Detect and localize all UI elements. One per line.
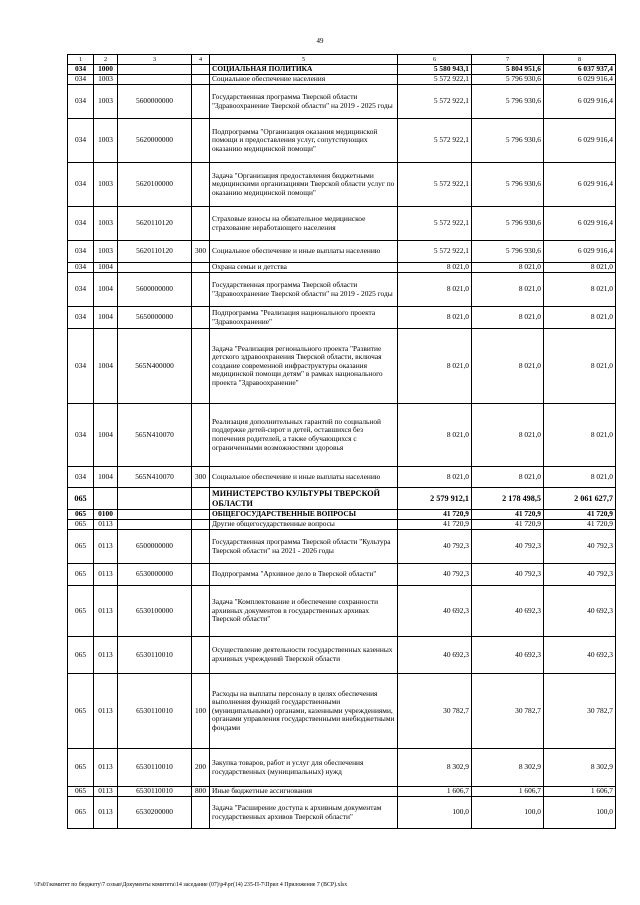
- table-row: [68, 637, 616, 674]
- cell-amount-year-1: 8 302,9: [398, 749, 472, 787]
- cell-amount-year-2: 41 720,9: [472, 510, 544, 520]
- header-cell: 4: [192, 55, 210, 65]
- cell-expense-type: [192, 637, 210, 674]
- cell-ministry-code: 065: [68, 797, 94, 829]
- table-row: [68, 674, 616, 749]
- cell-amount-year-1: 8 021,0: [398, 273, 472, 307]
- cell-section-code: 0113: [94, 564, 118, 586]
- cell-section-code: 1004: [94, 307, 118, 329]
- cell-target-article: 565N410070: [118, 467, 192, 488]
- cell-section-code: [94, 488, 118, 510]
- cell-target-article: 6530110010: [118, 749, 192, 787]
- cell-amount-year-3: 8 021,0: [544, 329, 616, 404]
- cell-ministry-code: 034: [68, 467, 94, 488]
- footer-file-path: \\Fs01\комитет по бюджету\7 созыв\Документы комитета\14 заседание (07)\р4\рг(14) 235-П-7\Прил 4 Приложение 7 (ВСР).xlsx: [34, 882, 348, 888]
- cell-description: Расходы на выплаты персоналу в целях обеспечения выполнения функций государственными (муниципальными) органами, казенными учреждениями, органами управления государственными внебюджетными фондами: [210, 674, 398, 749]
- cell-ministry-code: 034: [68, 75, 94, 85]
- cell-amount-year-2: 8 021,0: [472, 467, 544, 488]
- cell-section-code: 0100: [94, 510, 118, 520]
- cell-expense-type: [192, 520, 210, 530]
- cell-description: Охрана семьи и детства: [210, 263, 398, 273]
- cell-amount-year-1: 40 792,3: [398, 530, 472, 564]
- cell-amount-year-2: 5 804 951,6: [472, 65, 544, 75]
- cell-description: ОБЩЕГОСУДАРСТВЕННЫЕ ВОПРОСЫ: [210, 510, 398, 520]
- cell-amount-year-2: 5 796 930,6: [472, 75, 544, 85]
- cell-target-article: 6530000000: [118, 564, 192, 586]
- cell-section-code: 1004: [94, 273, 118, 307]
- cell-amount-year-2: 8 021,0: [472, 307, 544, 329]
- cell-expense-type: 200: [192, 749, 210, 787]
- cell-ministry-code: 065: [68, 564, 94, 586]
- table-row: [68, 749, 616, 787]
- cell-description: Социальное обеспечение населения: [210, 75, 398, 85]
- cell-expense-type: [192, 75, 210, 85]
- cell-description: Задача "Реализация регионального проекта "Развитие детского здравоохранения Тверской области, включая создание современной инфраструктуры оказания медицинской помощи детям" в рамках национального проекта "Здравоохранение": [210, 329, 398, 404]
- cell-ministry-code: 034: [68, 241, 94, 263]
- cell-amount-year-1: 8 021,0: [398, 404, 472, 467]
- cell-amount-year-1: 41 720,9: [398, 510, 472, 520]
- table-row: [68, 564, 616, 586]
- cell-expense-type: [192, 307, 210, 329]
- cell-target-article: 565N410070: [118, 404, 192, 467]
- table-row: [68, 119, 616, 163]
- cell-amount-year-3: 6 029 916,4: [544, 163, 616, 207]
- cell-section-code: 1004: [94, 467, 118, 488]
- cell-description: Страховые взносы на обязательное медицинское страхование неработающего населения: [210, 207, 398, 241]
- table-row: [68, 307, 616, 329]
- cell-ministry-code: 034: [68, 307, 94, 329]
- table-header-row: [68, 55, 616, 65]
- cell-amount-year-1: 41 720,9: [398, 520, 472, 530]
- cell-target-article: 5620110120: [118, 241, 192, 263]
- cell-target-article: [118, 488, 192, 510]
- cell-target-article: 6500000000: [118, 530, 192, 564]
- cell-section-code: 1004: [94, 263, 118, 273]
- cell-amount-year-3: 6 029 916,4: [544, 85, 616, 119]
- cell-section-code: 1000: [94, 65, 118, 75]
- cell-section-code: 1004: [94, 404, 118, 467]
- cell-amount-year-1: 5 580 943,1: [398, 65, 472, 75]
- budget-table: [67, 54, 616, 829]
- cell-description: Другие общегосударственные вопросы: [210, 520, 398, 530]
- cell-ministry-code: 065: [68, 787, 94, 797]
- cell-expense-type: [192, 530, 210, 564]
- cell-amount-year-1: 5 572 922,1: [398, 75, 472, 85]
- cell-ministry-code: 065: [68, 674, 94, 749]
- cell-description: Государственная программа Тверской области "Здравоохранение Тверской области" на 2019 - 2025 годы: [210, 85, 398, 119]
- cell-section-code: 0113: [94, 530, 118, 564]
- cell-amount-year-1: 5 572 922,1: [398, 119, 472, 163]
- cell-section-code: 0113: [94, 787, 118, 797]
- cell-amount-year-3: 41 720,9: [544, 520, 616, 530]
- table-row: [68, 263, 616, 273]
- cell-expense-type: [192, 510, 210, 520]
- cell-amount-year-2: 1 606,7: [472, 787, 544, 797]
- cell-amount-year-2: 40 792,3: [472, 564, 544, 586]
- cell-target-article: [118, 510, 192, 520]
- cell-description: СОЦИАЛЬНАЯ ПОЛИТИКА: [210, 65, 398, 75]
- cell-ministry-code: 065: [68, 510, 94, 520]
- cell-amount-year-3: 40 692,3: [544, 586, 616, 637]
- cell-description: Иные бюджетные ассигнования: [210, 787, 398, 797]
- table-row: [68, 65, 616, 75]
- cell-expense-type: [192, 263, 210, 273]
- cell-section-code: 0113: [94, 637, 118, 674]
- cell-amount-year-2: 41 720,9: [472, 520, 544, 530]
- cell-section-code: 1003: [94, 207, 118, 241]
- cell-expense-type: [192, 207, 210, 241]
- table-row: [68, 467, 616, 488]
- cell-expense-type: [192, 163, 210, 207]
- cell-amount-year-1: 5 572 922,1: [398, 207, 472, 241]
- cell-amount-year-2: 30 782,7: [472, 674, 544, 749]
- cell-expense-type: [192, 273, 210, 307]
- cell-expense-type: 300: [192, 241, 210, 263]
- cell-amount-year-1: 8 021,0: [398, 467, 472, 488]
- cell-amount-year-3: 8 302,9: [544, 749, 616, 787]
- cell-ministry-code: 065: [68, 637, 94, 674]
- cell-amount-year-3: 40 792,3: [544, 564, 616, 586]
- cell-description: Задача "Расширение доступа к архивным документам государственных архивов Тверской области": [210, 797, 398, 829]
- cell-amount-year-2: 40 692,3: [472, 586, 544, 637]
- cell-amount-year-1: 8 021,0: [398, 263, 472, 273]
- cell-expense-type: [192, 404, 210, 467]
- cell-amount-year-2: 8 021,0: [472, 273, 544, 307]
- cell-section-code: 1003: [94, 241, 118, 263]
- cell-ministry-code: 034: [68, 273, 94, 307]
- cell-amount-year-1: 5 572 922,1: [398, 241, 472, 263]
- cell-ministry-code: 065: [68, 586, 94, 637]
- cell-expense-type: [192, 65, 210, 75]
- cell-amount-year-3: 8 021,0: [544, 273, 616, 307]
- cell-target-article: 565N400000: [118, 329, 192, 404]
- cell-ministry-code: 034: [68, 329, 94, 404]
- cell-expense-type: [192, 564, 210, 586]
- table-row: [68, 520, 616, 530]
- cell-target-article: [118, 520, 192, 530]
- cell-amount-year-3: 6 029 916,4: [544, 119, 616, 163]
- table-row: [68, 510, 616, 520]
- cell-amount-year-3: 8 021,0: [544, 307, 616, 329]
- table-row: [68, 273, 616, 307]
- cell-amount-year-1: 8 021,0: [398, 307, 472, 329]
- cell-expense-type: [192, 329, 210, 404]
- cell-description: Задача "Организация предоставления бюджетными медицинскими организациями Тверской области услуг по оказанию медицинской помощи": [210, 163, 398, 207]
- cell-ministry-code: 034: [68, 163, 94, 207]
- cell-description: Социальное обеспечение и иные выплаты населению: [210, 467, 398, 488]
- cell-amount-year-2: 100,0: [472, 797, 544, 829]
- table-row: [68, 241, 616, 263]
- cell-target-article: 6530100000: [118, 586, 192, 637]
- cell-amount-year-2: 5 796 930,6: [472, 207, 544, 241]
- cell-description: Подпрограмма "Реализация национального проекта "Здравоохранение": [210, 307, 398, 329]
- cell-amount-year-2: 8 021,0: [472, 329, 544, 404]
- cell-target-article: 5620110120: [118, 207, 192, 241]
- cell-expense-type: 800: [192, 787, 210, 797]
- cell-expense-type: [192, 85, 210, 119]
- cell-amount-year-1: 30 782,7: [398, 674, 472, 749]
- table-row: [68, 163, 616, 207]
- cell-target-article: [118, 263, 192, 273]
- cell-description: Закупка товаров, работ и услуг для обеспечения государственных (муниципальных) нужд: [210, 749, 398, 787]
- cell-section-code: 1003: [94, 75, 118, 85]
- table-row: [68, 787, 616, 797]
- cell-ministry-code: 034: [68, 119, 94, 163]
- cell-amount-year-2: 40 692,3: [472, 637, 544, 674]
- table-row: [68, 329, 616, 404]
- cell-amount-year-3: 100,0: [544, 797, 616, 829]
- cell-amount-year-2: 8 302,9: [472, 749, 544, 787]
- cell-amount-year-3: 1 606,7: [544, 787, 616, 797]
- header-cell: 6: [398, 55, 472, 65]
- table-row: [68, 488, 616, 510]
- cell-target-article: 5650000000: [118, 307, 192, 329]
- cell-amount-year-2: 40 792,3: [472, 530, 544, 564]
- cell-amount-year-1: 5 572 922,1: [398, 163, 472, 207]
- cell-amount-year-1: 40 692,3: [398, 586, 472, 637]
- cell-description: Подпрограмма "Организация оказания медицинской помощи и предоставления услуг, сопутствующих оказанию медицинской помощи": [210, 119, 398, 163]
- cell-ministry-code: 034: [68, 207, 94, 241]
- table-row: [68, 207, 616, 241]
- cell-target-article: [118, 65, 192, 75]
- cell-ministry-code: 065: [68, 749, 94, 787]
- cell-amount-year-1: 2 579 912,1: [398, 488, 472, 510]
- cell-expense-type: 300: [192, 467, 210, 488]
- table-row: [68, 404, 616, 467]
- cell-description: МИНИСТЕРСТВО КУЛЬТУРЫ ТВЕРСКОЙ ОБЛАСТИ: [210, 488, 398, 510]
- cell-expense-type: 100: [192, 674, 210, 749]
- cell-description: Осуществление деятельности государственных казенных архивных учреждений Тверской области: [210, 637, 398, 674]
- cell-amount-year-2: 5 796 930,6: [472, 119, 544, 163]
- cell-section-code: 0113: [94, 749, 118, 787]
- cell-target-article: [118, 75, 192, 85]
- cell-amount-year-1: 40 692,3: [398, 637, 472, 674]
- cell-description: Задача "Комплектование и обеспечение сохранности архивных документов в государственных архивах Тверской области": [210, 586, 398, 637]
- cell-target-article: 5620100000: [118, 163, 192, 207]
- header-cell: 5: [210, 55, 398, 65]
- table-row: [68, 85, 616, 119]
- cell-amount-year-3: 6 037 937,4: [544, 65, 616, 75]
- cell-section-code: 1003: [94, 119, 118, 163]
- header-cell: 1: [68, 55, 94, 65]
- table-row: [68, 586, 616, 637]
- cell-amount-year-2: 8 021,0: [472, 263, 544, 273]
- page-number: 49: [316, 37, 324, 45]
- cell-section-code: 0113: [94, 586, 118, 637]
- cell-description: Социальное обеспечение и иные выплаты населению: [210, 241, 398, 263]
- cell-section-code: 0113: [94, 797, 118, 829]
- cell-target-article: 5620000000: [118, 119, 192, 163]
- header-cell: 3: [118, 55, 192, 65]
- cell-section-code: 0113: [94, 674, 118, 749]
- cell-amount-year-2: 8 021,0: [472, 404, 544, 467]
- cell-expense-type: [192, 119, 210, 163]
- cell-ministry-code: 034: [68, 263, 94, 273]
- cell-amount-year-3: 40 692,3: [544, 637, 616, 674]
- cell-target-article: 5600000000: [118, 85, 192, 119]
- cell-amount-year-2: 5 796 930,6: [472, 85, 544, 119]
- cell-amount-year-3: 8 021,0: [544, 467, 616, 488]
- cell-amount-year-3: 2 061 627,7: [544, 488, 616, 510]
- cell-ministry-code: 034: [68, 65, 94, 75]
- cell-amount-year-3: 6 029 916,4: [544, 207, 616, 241]
- header-cell: 7: [472, 55, 544, 65]
- cell-amount-year-1: 5 572 922,1: [398, 85, 472, 119]
- cell-expense-type: [192, 586, 210, 637]
- table-row: [68, 530, 616, 564]
- cell-section-code: 1004: [94, 329, 118, 404]
- cell-amount-year-1: 1 606,7: [398, 787, 472, 797]
- cell-amount-year-3: 41 720,9: [544, 510, 616, 520]
- header-cell: 8: [544, 55, 616, 65]
- cell-amount-year-3: 8 021,0: [544, 404, 616, 467]
- cell-section-code: 1003: [94, 85, 118, 119]
- cell-amount-year-2: 5 796 930,6: [472, 163, 544, 207]
- cell-target-article: 6530110010: [118, 787, 192, 797]
- cell-target-article: 6530110010: [118, 637, 192, 674]
- cell-amount-year-3: 6 029 916,4: [544, 75, 616, 85]
- cell-expense-type: [192, 488, 210, 510]
- cell-ministry-code: 065: [68, 520, 94, 530]
- cell-amount-year-2: 5 796 930,6: [472, 241, 544, 263]
- cell-description: Реализация дополнительных гарантий по социальной поддержке детей-сирот и детей, оставшихся без попечения родителей, а также обучающихся с ограниченными возможностями здоровья: [210, 404, 398, 467]
- cell-amount-year-2: 2 178 498,5: [472, 488, 544, 510]
- cell-section-code: 1003: [94, 163, 118, 207]
- cell-amount-year-3: 6 029 916,4: [544, 241, 616, 263]
- header-cell: 2: [94, 55, 118, 65]
- cell-description: Государственная программа Тверской области "Здравоохранение Тверской области" на 2019 - 2025 годы: [210, 273, 398, 307]
- cell-target-article: 6530110010: [118, 674, 192, 749]
- cell-amount-year-3: 8 021,0: [544, 263, 616, 273]
- table-row: [68, 797, 616, 829]
- cell-amount-year-3: 30 782,7: [544, 674, 616, 749]
- cell-expense-type: [192, 797, 210, 829]
- cell-amount-year-1: 8 021,0: [398, 329, 472, 404]
- cell-ministry-code: 034: [68, 85, 94, 119]
- cell-ministry-code: 065: [68, 488, 94, 510]
- cell-description: Подпрограмма "Архивное дело в Тверской области": [210, 564, 398, 586]
- cell-amount-year-1: 100,0: [398, 797, 472, 829]
- cell-amount-year-1: 40 792,3: [398, 564, 472, 586]
- cell-target-article: 6530200000: [118, 797, 192, 829]
- cell-amount-year-3: 40 792,3: [544, 530, 616, 564]
- cell-section-code: 0113: [94, 520, 118, 530]
- cell-ministry-code: 065: [68, 530, 94, 564]
- cell-target-article: 5600000000: [118, 273, 192, 307]
- cell-description: Государственная программа Тверской области "Культура Тверской области" на 2021 - 2026 годы: [210, 530, 398, 564]
- table-row: [68, 75, 616, 85]
- cell-ministry-code: 034: [68, 404, 94, 467]
